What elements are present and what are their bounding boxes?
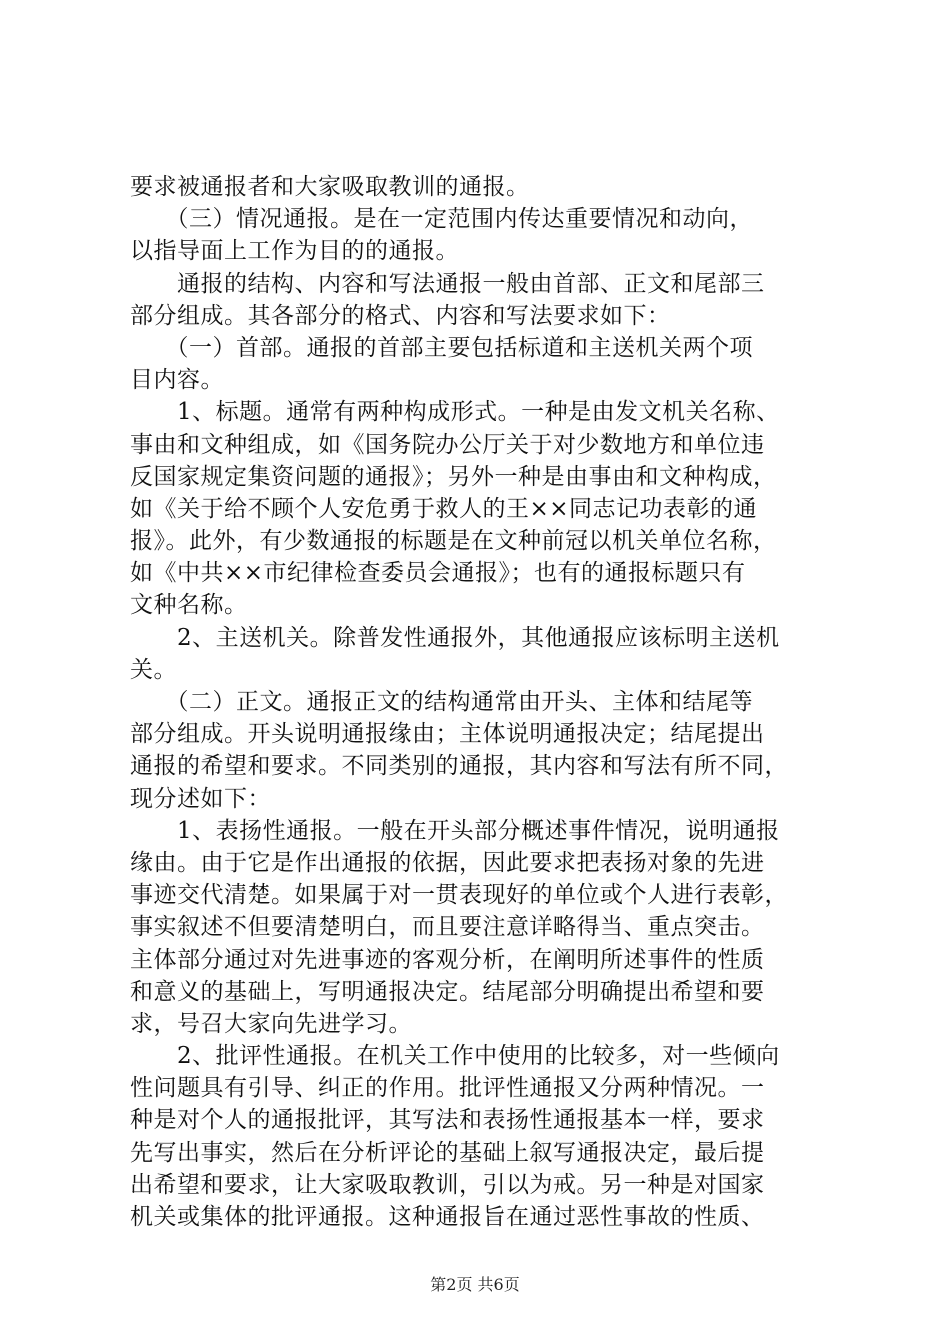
text-line: 事迹交代清楚。如果属于对一贯表现好的单位或个人进行表彰， — [130, 882, 788, 909]
text-line: 现分述如下： — [130, 785, 271, 812]
text-line: 2、主送机关。除普发性通报外，其他通报应该标明主送机 — [130, 624, 780, 651]
document-body — [130, 171, 830, 1233]
text-line: 要求被通报者和大家吸取教训的通报。 — [130, 174, 530, 200]
text-line: 和意义的基础上，写明通报决定。结尾部分明确提出希望和要 — [130, 978, 765, 1005]
text-line: 报》。此外，有少数通报的标题是在文种前冠以机关单位名称， — [130, 528, 777, 555]
text-line: 性问题具有引导、纠正的作用。批评性通报又分两种情况。一 — [130, 1075, 765, 1102]
text-line: 部分组成。其各部分的格式、内容和写法要求如下： — [130, 302, 671, 329]
text-line: （三）情况通报。是在一定范围内传达重要情况和动向， — [130, 206, 753, 233]
text-line: 事实叙述不但要清楚明白，而且要注意详略得当、重点突击。 — [130, 914, 765, 941]
text-line: 以指导面上工作为目的的通报。 — [130, 238, 459, 265]
text-line: 机关或集体的批评通报。这种通报旨在通过恶性事故的性质、 — [130, 1204, 765, 1230]
page-number-footer: 第2页 共6页 — [430, 1275, 520, 1294]
text-line: 1、表扬性通报。一般在开头部分概述事件情况，说明通报 — [130, 817, 780, 844]
text-line: （二）正文。通报正文的结构通常由开头、主体和结尾等 — [130, 689, 753, 715]
text-line: 如《中共××市纪律检查委员会通报》；也有的通报标题只有 — [130, 560, 746, 587]
text-line: 通报的希望和要求。不同类别的通报，其内容和写法有所不同， — [130, 753, 788, 780]
text-line: 部分组成。开头说明通报缘由；主体说明通报决定；结尾提出 — [130, 721, 765, 748]
text-line: 1、标题。通常有两种构成形式。一种是由发文机关名称、 — [130, 399, 780, 426]
text-line: 主体部分通过对先进事迹的客观分析，在阐明所述事件的性质 — [130, 946, 765, 973]
text-line: 先写出事实，然后在分析评论的基础上叙写通报决定，最后提 — [130, 1139, 765, 1166]
text-line: 通报的结构、内容和写法通报一般由首部、正文和尾部三 — [130, 270, 765, 297]
text-line: 种是对个人的通报批评，其写法和表扬性通报基本一样，要求 — [130, 1107, 765, 1134]
text-line: （一）首部。通报的首部主要包括标道和主送机关两个项 — [130, 334, 753, 361]
text-line: 目内容。 — [130, 367, 224, 394]
text-line: 文种名称。 — [130, 592, 248, 619]
text-line: 如《关于给不顾个人安危勇于救人的王××同志记功表彰的通 — [130, 495, 758, 522]
text-line: 出希望和要求，让大家吸取教训，引以为戒。另一种是对国家 — [130, 1171, 765, 1198]
text-line: 2、批评性通报。在机关工作中使用的比较多，对一些倾向 — [130, 1043, 780, 1070]
text-line: 反国家规定集资问题的通报》；另外一种是由事由和文种构成， — [130, 463, 777, 490]
text-line: 关。 — [130, 656, 177, 683]
text-line: 事由和文种组成，如《国务院办公厅关于对少数地方和单位违 — [130, 431, 765, 458]
text-line: 缘由。由于它是作出通报的依据，因此要求把表扬对象的先进 — [130, 849, 765, 876]
text-line: 求，号召大家向先进学习。 — [130, 1010, 412, 1037]
